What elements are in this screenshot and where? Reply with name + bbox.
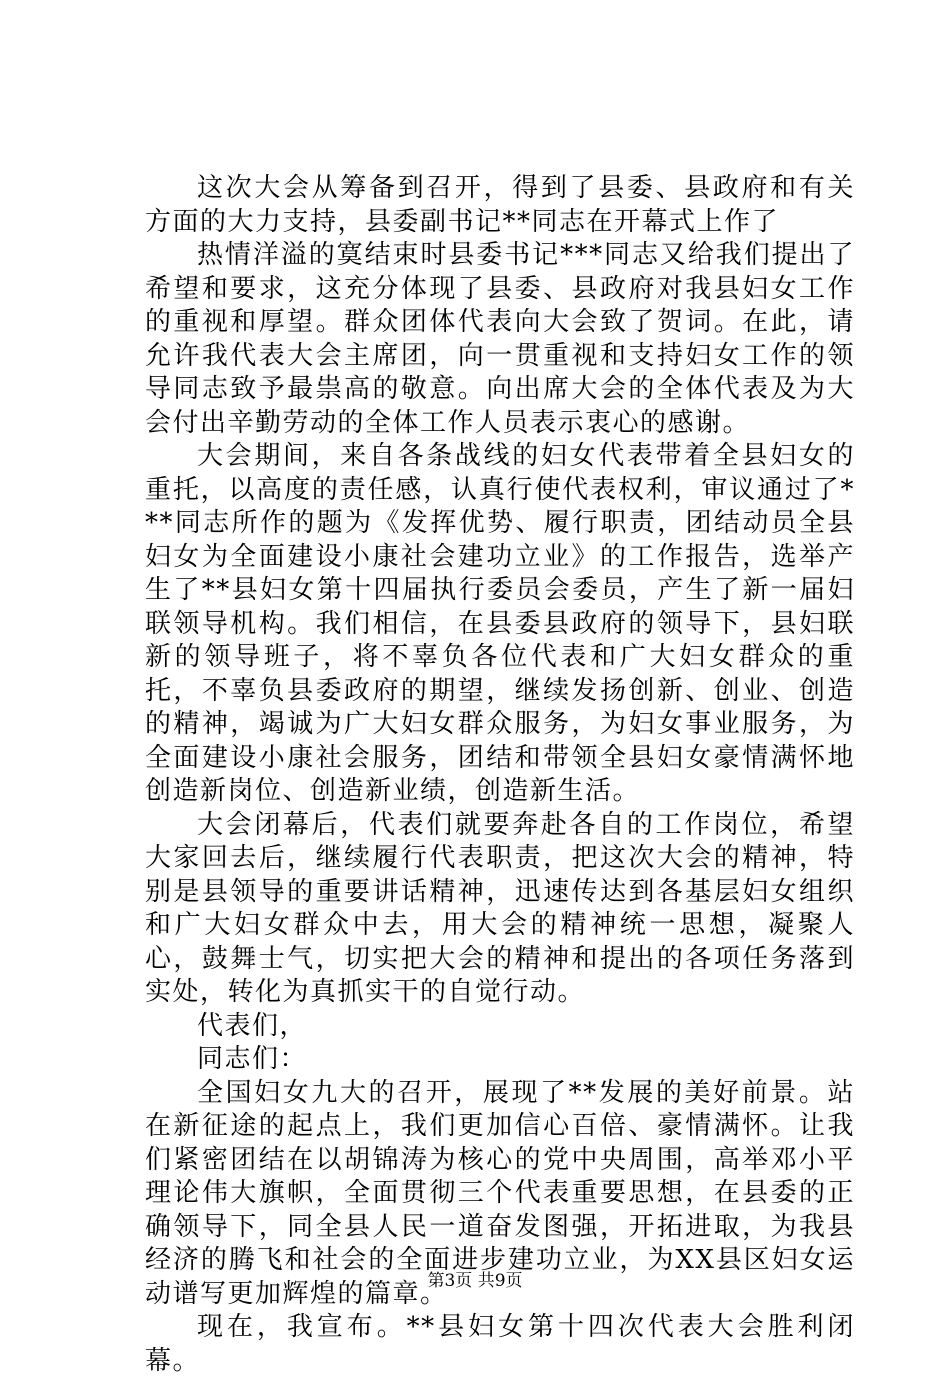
page-indicator: 第3页 共9页 [427, 1271, 523, 1291]
paragraph-meeting-period: 大会期间，来自各条战线的妇女代表带着全县妇女的重托，以高度的责任感，认真行使代表权利，审议通过了***同志所作的题为《发挥优势、履行职责，团结动员全县妇女为全面建设小康社会建功立业》的工作报告，选举产生了**县妇女第十四届执行委员会委员，产生了新一届妇联领导机构。我们相信，在县委县政府的领导下，县妇联新的领导班子，将不辜负各位代表和广大妇女群众的重托，不辜负县委政府的期望，继续发扬创新、创业、创造的精神，竭诚为广大妇女群众服务，为妇女事业服务，为全面建设小康社会服务，团结和带领全县妇女豪情满怀地创造新岗位、创造新业绩，创造新生活。 [145, 441, 855, 806]
page-footer [0, 1270, 950, 1292]
document-body [145, 172, 855, 1378]
paragraph-closing-declaration: 现在，我宣布。**县妇女第十四次代表大会胜利闭幕。 [145, 1312, 855, 1376]
salutation-delegates: 代表们， [197, 1010, 308, 1041]
paragraph-support-thanks: 这次大会从筹备到召开，得到了县委、县政府和有关方面的大力支持，县委副书记**同志在开幕式上作了 [145, 173, 855, 237]
paragraph-gratitude: 热情洋溢的寞结束时县委书记***同志又给我们提出了希望和要求，这充分体现了县委、县政府对我县妇女工作的重视和厚望。群众团体代表向大会致了贺词。在此，请允许我代表大会主席团，向一贯重视和支持妇女工作的领导同志致予最祟高的敬意。向出席大会的全体代表及为大会付出辛勤劳动的全体工作人员表示衷心的感谢。 [145, 240, 855, 438]
paragraph-after-closing: 大会闭幕后，代表们就要奔赴各自的工作岗位，希望大家回去后，继续履行代表职责，把这次大会的精神，特别是县领导的重要讲话精神，迅速传达到各基层妇女组织和广大妇女群众中去，用大会的精神统一思想，凝聚人心，鼓舞士气，切实把大会的精神和提出的各项任务落到实处，转化为真抓实干的自觉行动。 [145, 809, 855, 1007]
paragraph-outlook: 全国妇女九大的召开，展现了**发展的美好前景。站在新征途的起点上，我们更加信心百倍、豪情满怀。让我们紧密团结在以胡锦涛为核心的党中央周围，高举邓小平理论伟大旗帜，全面贯彻三个代表重要思想，在县委的正确领导下，同全县人民一道奋发图强，开拓进取，为我县经济的腾飞和社会的全面进步建功立业，为XX县区妇女运动谱写更加辉煌的篇章。 [145, 1077, 855, 1309]
salutation-comrades: 同志们： [197, 1044, 308, 1074]
